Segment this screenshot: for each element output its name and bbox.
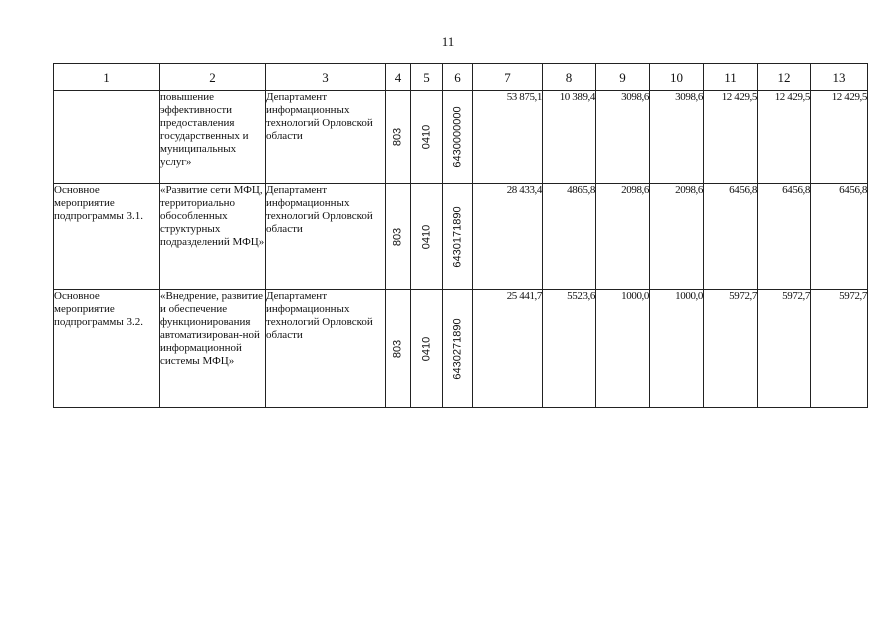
value-cell: 1000,0 [596,290,650,408]
column-header: 7 [473,64,543,91]
description-cell: «Внедрение, развитие и обеспечение функционирования автоматизирован-ной информационной системы МФЦ» [160,290,266,408]
section-cell [411,290,443,408]
value-cell: 6456,8 [811,184,868,290]
column-header: 9 [596,64,650,91]
value-cell: 2098,6 [596,184,650,290]
value-cell: 10 389,4 [543,91,596,184]
activity-name-cell: Основное мероприятие подпрограммы 3.2. [54,290,160,408]
column-header: 11 [704,64,758,91]
value-cell: 6456,8 [758,184,811,290]
target-article-cell [443,290,473,408]
value-cell: 6456,8 [704,184,758,290]
column-header: 5 [411,64,443,91]
code-value: 803 [391,227,404,246]
column-header: 13 [811,64,868,91]
section-value: 0410 [420,224,432,249]
header-row [54,64,868,91]
value-cell: 53 875,1 [473,91,543,184]
budget-table [53,63,868,408]
value-cell: 3098,6 [650,91,704,184]
value-cell: 5523,6 [543,290,596,408]
page-number: 11 [441,34,455,49]
code-value: 803 [391,127,404,147]
code-value: 803 [391,339,404,358]
value-cell: 12 429,5 [704,91,758,184]
value-cell: 4865,8 [543,184,596,290]
target-article-value: 6430000000 [451,106,463,168]
column-header: 10 [650,64,704,91]
value-cell: 28 433,4 [473,184,543,290]
executor-cell: Департамент информационных технологий Орловской области [266,184,386,290]
target-article-value: 6430171890 [451,205,463,268]
column-header: 1 [54,64,160,91]
section-value: 0410 [420,336,432,361]
value-cell: 5972,7 [811,290,868,408]
section-cell [411,91,443,184]
value-cell: 12 429,5 [811,91,868,184]
value-cell: 25 441,7 [473,290,543,408]
table-row [54,184,868,290]
column-header: 2 [160,64,266,91]
description-cell: «Развитие сети МФЦ, территориально обособленных структурных подразделений МФЦ» [160,184,266,290]
table-row [54,290,868,408]
value-cell: 5972,7 [704,290,758,408]
column-header: 3 [266,64,386,91]
executor-cell: Департамент информационных технологий Орловской области [266,91,386,184]
target-article-cell [443,184,473,290]
value-cell: 12 429,5 [758,91,811,184]
table-row [54,91,868,184]
column-header: 6 [443,64,473,91]
target-article-cell [443,91,473,184]
section-cell [411,184,443,290]
section-value: 0410 [420,124,432,150]
column-header: 4 [386,64,411,91]
value-cell: 5972,7 [758,290,811,408]
description-cell: повышение эффективности предоставления государственных и муниципальных услуг» [160,91,266,184]
target-article-value: 6430271890 [451,317,463,380]
activity-name-cell [54,91,160,184]
column-header: 8 [543,64,596,91]
value-cell: 3098,6 [596,91,650,184]
column-header: 12 [758,64,811,91]
value-cell: 1000,0 [650,290,704,408]
activity-name-cell: Основное мероприятие подпрограммы 3.1. [54,184,160,290]
code-cell [386,91,411,184]
value-cell: 2098,6 [650,184,704,290]
code-cell [386,290,411,408]
executor-cell: Департамент информационных технологий Орловской области [266,290,386,408]
code-cell [386,184,411,290]
